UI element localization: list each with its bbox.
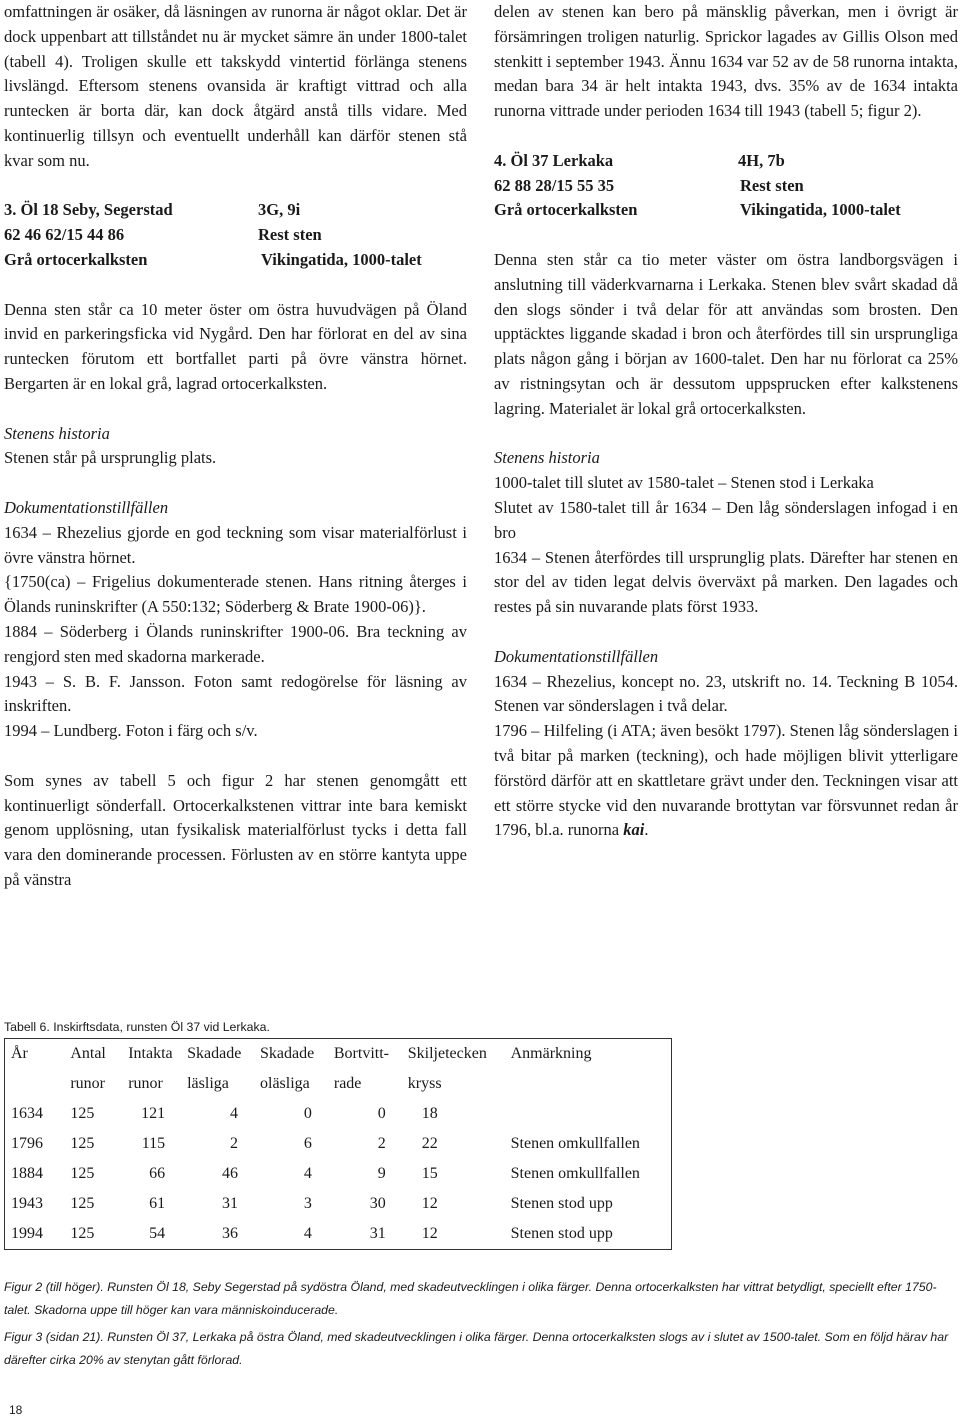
- table-cell: Stenen omkullfallen: [510, 1165, 640, 1182]
- documentation-item: {1750(ca) – Frigelius dokumenterade stenen. Hans ritning återges i Ölands runinskrifter (A 550:132; Söderberg & Brate 1900-06)}.: [4, 572, 467, 617]
- history-text: Stenen står på ursprunglig plats.: [4, 448, 217, 468]
- table-cell: 115: [141, 1135, 166, 1152]
- table-cell: 22: [421, 1135, 438, 1152]
- intro-paragraph: omfattningen är osäker, då läsningen av runorna är något oklar. Det är dock uppenbart att tillståndet nu är mycket sämre än under 1800-talet (tabell 4). Troligen skulle ett takskydd vintertid förlänga stenens livslängd. Eftersom stenens ovansida är kraftigt vittrad och alla runtecken är borta där, kan dock åtgärd anstå tills vidare. Med kontinuerlig tillsyn och eventuellt underhåll kan därför stenen stå kvar som nu.: [4, 2, 467, 170]
- stone-material: Grå ortocerkalksten: [494, 200, 638, 220]
- stone-code: 4H, 7b: [738, 150, 785, 170]
- stone-header-row-3: [4, 248, 467, 273]
- table-cell: 4: [230, 1105, 238, 1122]
- table-header-cell: Antal: [70, 1045, 106, 1062]
- table-cell: 4: [303, 1165, 312, 1182]
- table-cell: 3: [303, 1195, 312, 1212]
- table-cell: 2: [230, 1135, 238, 1152]
- table-header-cell: oläsliga: [260, 1075, 310, 1092]
- stone-header-row-1: [494, 149, 958, 174]
- documentation-item-text: 1796 – Hilfeling (i ATA; även besökt 1797). Stenen låg sönderslagen i två bitar på marken (teckning), och hade möjligen blivit ytterligare förstörd därför att en skattletare grävt under den. Teckningen visar att ett större stycke vid den nuvarande brottytan var försvunnet redan år 1796, bl.a. runorna: [494, 721, 958, 840]
- table-cell: 125: [70, 1225, 95, 1242]
- table-cell: 6: [303, 1135, 312, 1152]
- table-cell: 125: [70, 1195, 95, 1212]
- left-column: [4, 0, 467, 893]
- table-cell: 2: [377, 1135, 386, 1152]
- rune-word: kai: [623, 820, 645, 840]
- figure-caption-3: Figur 3 (sidan 21). Runsten Öl 37, Lerkaka på östra Öland, med skadeutvecklingen i olika färger. Denna ortocerkalksten slogs av i slutet av 1500-talet. Som en följd härav har därefter cirka 20% av stenytan gått förlorad.: [4, 1330, 949, 1367]
- stone-period: Vikingatida, 1000-talet: [261, 249, 422, 269]
- table-header-cell: rade: [333, 1075, 362, 1092]
- table-cell: 1884: [11, 1165, 43, 1182]
- table-cell: Stenen stod upp: [510, 1225, 613, 1242]
- stone-header-row-2: [494, 174, 958, 199]
- table-header-cell: [511, 1069, 672, 1099]
- figure-caption-2: Figur 2 (till höger). Runsten Öl 18, Seby Segerstad på sydöstra Öland, med skadeutvecklingen i olika färger. Denna ortocerkalksten har vittrat betydligt, speciellt efter 1750-talet. Skadorna uppe till höger kan vara människoinducerade.: [4, 1280, 937, 1317]
- stone-header-row-3: [494, 198, 958, 223]
- table-cell: 4: [303, 1225, 312, 1242]
- continued-paragraph: delen av stenen kan bero på mänsklig påverkan, men i övrigt är försämringen troligen naturlig. Sprickor lagades av Gillis Olson med stenkitt i september 1943. Ännu 1634 var 52 av de 58 runorna intakta, medan bara 34 är helt intakta 1943, dvs. 35% av de 1634 intakta runorna vittrade under perioden 1634 till 1943 (tabell 5; figur 2).: [494, 2, 958, 121]
- table-cell: 18: [421, 1105, 438, 1122]
- table-caption: Tabell 6. Inskirftsdata, runsten Öl 37 vid Lerkaka.: [4, 1020, 270, 1034]
- table-cell: 1943: [11, 1195, 43, 1212]
- documentation-item: 1994 – Lundberg. Foton i färg och s/v.: [4, 721, 258, 741]
- stone-coords: 62 88 28/15 55 35: [494, 175, 615, 195]
- table-row: [5, 1159, 672, 1189]
- table-cell: Stenen omkullfallen: [510, 1135, 640, 1152]
- table-cell: 0: [377, 1105, 386, 1122]
- table-header-cell: kryss: [407, 1075, 442, 1092]
- table-cell: 1796: [11, 1135, 43, 1152]
- stone-period: Vikingatida, 1000-talet: [740, 200, 901, 220]
- table-row: [5, 1099, 672, 1129]
- table-header-cell: runor: [128, 1075, 163, 1092]
- table-cell: 0: [303, 1105, 312, 1122]
- table-header-cell: Bortvitt-: [333, 1045, 389, 1062]
- inscription-data-table: [4, 1038, 672, 1250]
- documentation-item: 1884 – Söderberg i Ölands runinskrifter 1900-06. Bra teckning av rengjord sten med skadorna markerade.: [4, 621, 467, 666]
- stone-material: Grå ortocerkalksten: [4, 249, 148, 269]
- documentation-item: 1634 – Rhezelius gjorde en god teckning som visar materialförlust i övre vänstra hörnet.: [4, 522, 467, 567]
- documentation-heading: Dokumentationstillfällen: [494, 646, 659, 666]
- table-cell: 30: [369, 1195, 386, 1212]
- documentation-item-tail: .: [644, 820, 649, 840]
- table-header-cell: runor: [70, 1075, 105, 1092]
- stone-status: Rest sten: [258, 225, 322, 245]
- table-cell: [511, 1099, 672, 1129]
- table-header-cell: Skadade: [187, 1045, 242, 1062]
- stone-status: Rest sten: [740, 175, 804, 195]
- stone-description: Denna sten står ca 10 meter öster om östra huvudvägen på Öland invid en parkeringsficka vid Nygård. Den har förlorat en del av sina runtecken förutom ett bortfallet parti på övre vänstra hörnet. Bergarten är en lokal grå, lagrad ortocerkalksten.: [4, 299, 467, 393]
- table-header-cell: Skiljetecken: [407, 1045, 487, 1062]
- table-cell: 125: [70, 1135, 95, 1152]
- table-cell: 31: [222, 1195, 238, 1212]
- table-header-cell: Skadade: [260, 1045, 315, 1062]
- table-cell: Stenen stod upp: [510, 1195, 613, 1212]
- table-cell: 125: [70, 1105, 95, 1122]
- stone-coords: 62 46 62/15 44 86: [4, 225, 125, 245]
- stone-code: 3G, 9i: [258, 200, 301, 220]
- history-item: 1000-talet till slutet av 1580-talet – Stenen stod i Lerkaka: [494, 473, 874, 493]
- table-header-cell: [5, 1069, 71, 1099]
- history-item: Slutet av 1580-talet till år 1634 – Den låg sönderslagen infogad i en bro: [494, 497, 958, 542]
- right-column: [494, 0, 958, 843]
- documentation-item: 1634 – Rhezelius, koncept no. 23, utskrift no. 14. Teckning B 1054. Stenen var sönderslagen i två delar.: [494, 671, 958, 716]
- history-item: 1634 – Stenen återfördes till ursprunglig plats. Därefter har stenen en stor del av tiden legat delvis överväxt på marken. Den lagades och restes på sin nuvarande plats först 1933.: [494, 547, 958, 617]
- conclusion-paragraph: Som synes av tabell 5 och figur 2 har stenen genomgått ett kontinuerligt sönderfall. Ortocerkalkstenen vittrar inte bara kemiskt genom upplösning, utan fysikalisk materialförlust tycks i detta fall vara den dominerande processen. Förlusten av en större kantyta uppe på vänstra: [4, 770, 467, 889]
- history-heading: Stenens historia: [494, 448, 600, 468]
- stone-description: Denna sten står ca tio meter väster om östra landborgsvägen i anslutning till väderkvarnarna i Lerkaka. Stenen blev svårt skadad då den slogs sönder i två delar för att användas som brosten. Den upptäcktes liggande skadad i bron och återfördes till sin ursprungliga plats någon gång i början av 1600-talet. Den har nu förlorat ca 25% av ristningsytan och är dessutom uppsprucken efter kalkstenens lagring. Materialet är lokal grå ortocerkalksten.: [494, 249, 958, 418]
- table-cell: 12: [421, 1225, 438, 1242]
- table-row: [5, 1219, 672, 1250]
- table-cell: 46: [222, 1165, 238, 1182]
- stone-title: 4. Öl 37 Lerkaka: [494, 150, 614, 170]
- stone-header-row-2: [4, 223, 467, 248]
- table-cell: 125: [70, 1165, 95, 1182]
- table-cell: 36: [222, 1225, 238, 1242]
- documentation-item: 1943 – S. B. F. Jansson. Foton samt redogörelse för läsning av inskriften.: [4, 671, 467, 716]
- table-cell: 1994: [11, 1225, 43, 1242]
- table-header-row: [5, 1069, 672, 1099]
- table-header-cell: Intakta: [128, 1045, 173, 1062]
- table-cell: 12: [421, 1195, 438, 1212]
- table-row: [5, 1189, 672, 1219]
- table-header-cell: Anmärkning: [510, 1045, 592, 1062]
- table-header-cell: År: [11, 1045, 28, 1062]
- table-cell: 9: [377, 1165, 386, 1182]
- table-row: [5, 1129, 672, 1159]
- table-cell: 54: [149, 1225, 166, 1242]
- stone-title: 3. Öl 18 Seby, Segerstad: [4, 200, 173, 220]
- stone-header-row-1: [4, 198, 467, 223]
- table-cell: 15: [421, 1165, 438, 1182]
- table-cell: 121: [141, 1105, 166, 1122]
- table-header-cell: läsliga: [187, 1075, 229, 1092]
- table-cell: 66: [149, 1165, 166, 1182]
- page-number: 18: [9, 1403, 23, 1417]
- documentation-heading: Dokumentationstillfällen: [4, 497, 169, 517]
- documentation-item: [494, 719, 958, 843]
- table-header-row: [5, 1039, 672, 1070]
- table-cell: 1634: [11, 1105, 43, 1122]
- history-heading: Stenens historia: [4, 423, 110, 443]
- table-cell: 31: [369, 1225, 386, 1242]
- table-cell: 61: [149, 1195, 166, 1212]
